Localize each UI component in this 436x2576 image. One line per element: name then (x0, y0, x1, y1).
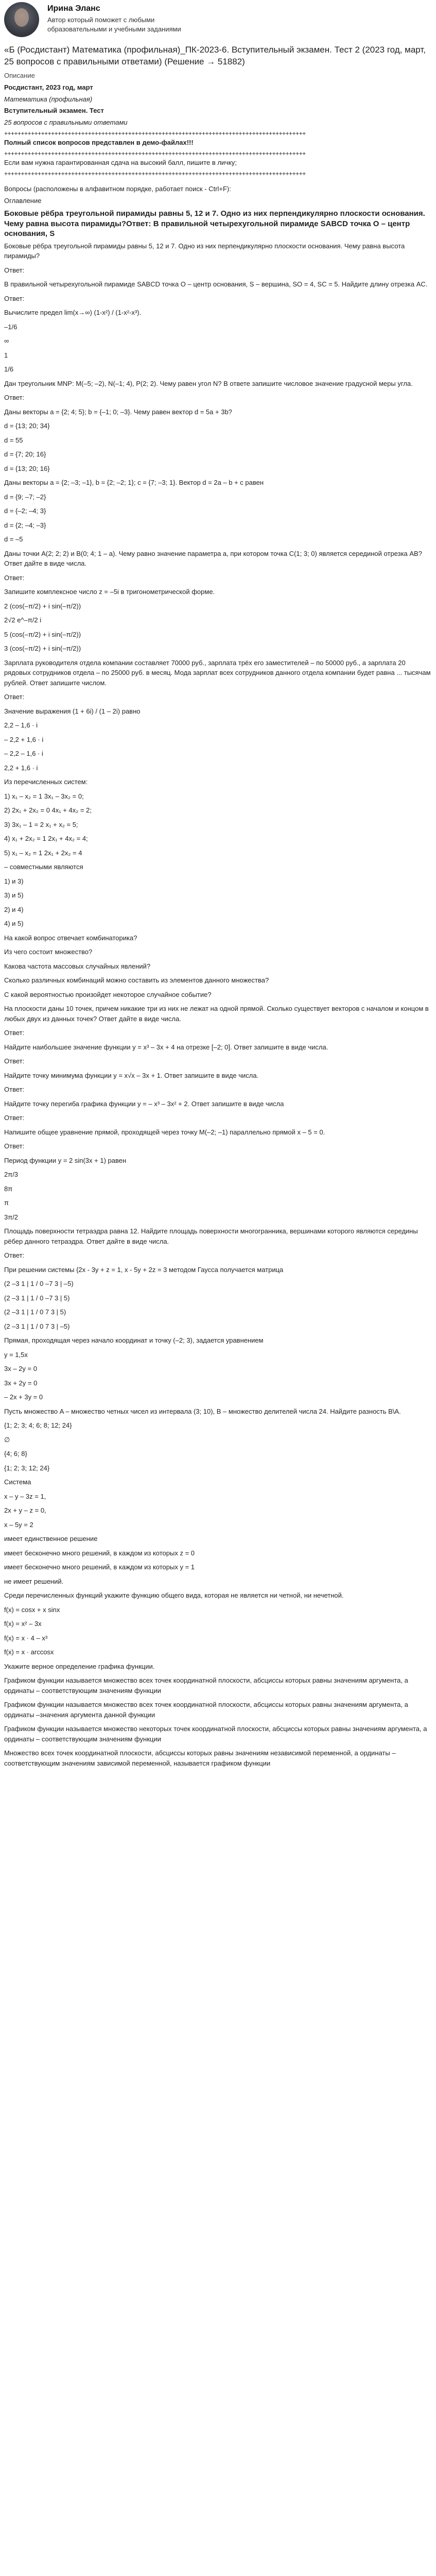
list-item: Значение выражения (1 + 6i) / (1 – 2i) равно (4, 707, 141, 715)
document-title: «Б (Росдистант) Математика (профильная)_ПК-2023-6. Вступительный экзамен. Тест 2 (2023 год, март, 25 вопросов с правильными ответами) (Решение → 51882) (4, 45, 426, 66)
description-label: Описание (4, 71, 35, 79)
list-item: ∞ (4, 337, 9, 345)
list-item: – 2,2 – 1,6 · i (4, 750, 43, 758)
list-item: имеет бесконечно много решений, в каждом из которых z = 0 (4, 1549, 195, 1557)
toc-heading[interactable]: Боковые рёбра треугольной пирамиды равны 5, 12 и 7. Одно из них перпендикулярно плоскости основания. Чему равна высота пирамиды?Ответ: В правильной четырехугольной пирамиде SABCD точка O – центр основания, S (4, 209, 425, 239)
list-item: Ответ: (4, 394, 25, 402)
list-item: Даны точки A(2; 2; 2) и B(0; 4; 1 – a). Чему равно значение параметра a, при котором точка C(1; 3; 0) является серединой отрезка AB? Ответ дайте в виде числа. (4, 549, 422, 568)
list-item: 4) x₁ + 2x₂ = 1 2x₁ + 4x₂ = 4; (4, 835, 88, 843)
list-item: Ответ: (4, 1086, 25, 1094)
subtitle-exam: Вступительный экзамен. Тест (4, 107, 104, 115)
list-item: 2 (cos(–π/2) + i sin(–π/2)) (4, 602, 81, 610)
list-item: 3 (cos(–π/2) + i sin(–π/2)) (4, 645, 81, 653)
list-item: Запишите комплексное число z = –5i в тригонометрической форме. (4, 588, 215, 596)
list-item: Ответ: (4, 266, 25, 274)
list-item: Даны векторы a = {2; 4; 5}; b = {–1; 0; –3}. Чему равен вектор d = 5a + 3b? (4, 408, 232, 416)
subtitle-subject: Математика (профильная) (4, 95, 93, 103)
question-list (4, 241, 432, 1769)
list-item: d = {13; 20; 34} (4, 422, 50, 430)
list-item: С какой вероятностью произойдет некоторое случайное событие? (4, 990, 212, 998)
list-item: имеет единственное решение (4, 1535, 98, 1543)
list-item: –1/6 (4, 323, 18, 331)
author-info (47, 2, 181, 33)
list-item: Множество всех точек координатной плоскости, абсциссы которых равны значениям независимой переменной, а ординаты – соответствующим значениям зависимой переменной, называется графиком функции (4, 1749, 396, 1767)
list-item: При решении системы {2x - 3y + z = 1, x - 5y + 2z = 3 методом Гаусса получается матрица (4, 1265, 284, 1274)
list-item: Даны векторы a = {2; –3; –1}, b = {2; –2; 1}; c = {7; –3; 1}. Вектор d = 2a – b + c равен (4, 479, 264, 487)
list-item: Графиком функции называется множество всех точек координатной плоскости, абсциссы которых равны значениям аргумента, а ординаты – соответствующим значениям функции (4, 1676, 408, 1694)
list-item: Ответ: (4, 1142, 25, 1150)
list-item: Система (4, 1478, 31, 1486)
list-item: Ответ: (4, 573, 25, 582)
list-item: Графиком функции называется множество всех точек координатной плоскости, абсциссы которых равны значениям аргумента, а ординаты –значения аргумента данной функции (4, 1701, 408, 1719)
list-item: Ответ: (4, 294, 25, 302)
list-item: Период функции y = 2 sin(3x + 1) равен (4, 1156, 127, 1164)
list-item: d = {13; 20; 16} (4, 464, 50, 472)
list-item: (2 –3 1 | 1 / 0 7 3 | –5) (4, 1322, 70, 1330)
list-item: 5) x₁ – x₂ = 1 2x₁ + 2x₂ = 4 (4, 849, 82, 857)
list-item: {4; 6; 8} (4, 1450, 27, 1458)
list-item: 2) и 4) (4, 905, 24, 913)
subtitle-provider: Росдистант, 2023 год, март (4, 83, 93, 91)
list-item: f(x) = x · arccosx (4, 1648, 54, 1656)
list-item: 3) и 5) (4, 891, 24, 900)
list-item: 2) 2x₁ + 2x₂ = 0 4x₁ + 4x₂ = 2; (4, 806, 92, 815)
list-item: 3) 3x₁ – 1 = 2 x₁ + x₂ = 5; (4, 820, 78, 828)
list-item: Площадь поверхности тетраэдра равна 12. Найдите площадь поверхности многогранника, вершинами которого являются середины рёбер данного тетраэдра. Ответ дайте в виде числа. (4, 1227, 418, 1245)
author-header (4, 0, 432, 42)
list-item: d = {9; –7; –2} (4, 493, 46, 501)
separator: ++++++++++++++++++++++++++++++++++++++++++++++++++++++++++++++++++++++++++++++++++++++++++ (4, 170, 306, 177)
list-item: 2√2 e^–π/2 i (4, 616, 42, 624)
list-item: имеет бесконечно много решений, в каждом из которых y = 1 (4, 1563, 195, 1571)
list-item: Вычислите предел lim(x→∞) (1-x²) / (1-x²-x³). (4, 309, 142, 317)
list-item: (2 –3 1 | 1 / 0 –7 3 | –5) (4, 1280, 74, 1288)
subtitle-count: 25 вопросов с правильными ответами (4, 118, 128, 127)
list-item: На плоскости даны 10 точек, причем никакие три из них не лежат на одной прямой. Сколько существует векторов с началом и концом в любых двух из данных точек? Ответ дайте в виде числа. (4, 1005, 429, 1023)
list-item: 4) и 5) (4, 920, 24, 928)
list-item: Укажите верное определение графика функции. (4, 1662, 155, 1670)
list-item: Графиком функции называется множество некоторых точек координатной плоскости, абсциссы которых равны значениям аргумента, а ординаты – соответствующим значениям функции (4, 1725, 427, 1743)
list-item: d = {7; 20; 16} (4, 450, 46, 459)
list-item: На какой вопрос отвечает комбинаторика? (4, 934, 137, 942)
list-item: 3x + 2y = 0 (4, 1379, 38, 1387)
author-avatar[interactable] (4, 2, 39, 37)
questions-intro: Вопросы (расположены в алфавитном порядке, работает поиск - Ctrl+F): (4, 184, 231, 193)
list-item: d = –5 (4, 535, 23, 544)
list-item: 3π/2 (4, 1213, 19, 1221)
list-item: f(x) = x · 4 – x³ (4, 1634, 48, 1642)
list-item: (2 –3 1 | 1 / 0 –7 3 | 5) (4, 1294, 70, 1302)
list-item: Ответ: (4, 693, 25, 701)
list-item: Из чего состоит множество? (4, 948, 93, 956)
author-name[interactable]: Ирина Эланс (47, 4, 100, 13)
list-item: Боковые рёбра треугольной пирамиды равны 5, 12 и 7. Одно из них перпендикулярно плоскости основания. Чему равна высота пирамиды? (4, 242, 405, 260)
list-item: ∅ (4, 1435, 10, 1444)
list-item: {1; 2; 3; 4; 6; 8; 12; 24} (4, 1421, 72, 1430)
list-item: f(x) = cosx + x sinx (4, 1605, 60, 1614)
list-item: 2,2 – 1,6 · i (4, 721, 38, 730)
list-item: 1) и 3) (4, 877, 24, 885)
list-item: Пусть множество A – множество четных чисел из интервала (3; 10), B – множество делителей числа 24. Найдите разность B\A. (4, 1407, 401, 1415)
list-item: не имеет решений. (4, 1577, 64, 1585)
list-item: Прямая, проходящая через начало координат и точку (–2; 3), задается уравнением (4, 1336, 264, 1345)
list-item: 3x – 2y = 0 (4, 1365, 37, 1373)
list-item: f(x) = x² – 3x (4, 1620, 42, 1628)
list-item: – совместными являются (4, 863, 83, 871)
list-item: d = {2; –4; –3} (4, 521, 46, 529)
list-item: 2π/3 (4, 1171, 19, 1179)
list-item: 2x + y – z = 0, (4, 1506, 46, 1515)
list-item: Из перечисленных систем: (4, 778, 88, 786)
list-item: 5 (cos(–π/2) + i sin(–π/2)) (4, 630, 81, 638)
toc-label: Оглавление (4, 196, 42, 205)
list-item: Ответ: (4, 1057, 25, 1065)
list-item: – 2x + 3y = 0 (4, 1393, 43, 1401)
list-item: x – y – 3z = 1, (4, 1492, 46, 1500)
list-item: Среди перечисленных функций укажите функцию общего вида, которая не является ни четной, ни нечетной. (4, 1591, 344, 1600)
list-item: Найдите наибольшее значение функции y = x³ – 3x + 4 на отрезке [–2; 0]. Ответ запишите в виде числа. (4, 1043, 328, 1051)
list-item: Какова частота массовых случайных явлений? (4, 962, 151, 970)
list-item: 1 (4, 351, 8, 359)
list-item: x – 5y = 2 (4, 1520, 33, 1529)
list-item: Напишите общее уравнение прямой, проходящей через точку M(–2; –1) параллельно прямой x – 5 = 0. (4, 1128, 325, 1136)
separator: ++++++++++++++++++++++++++++++++++++++++++++++++++++++++++++++++++++++++++++++++++++++++++ (4, 149, 306, 157)
guarantee-note: Если вам нужна гарантированная сдача на высокий балл, пишите в личку; (4, 158, 237, 166)
list-item: Ответ: (4, 1114, 25, 1122)
list-item: 1/6 (4, 365, 14, 374)
author-description: Автор который поможет с любыми образовательными и учебными заданиями (47, 16, 181, 33)
list-item: – 2,2 + 1,6 · i (4, 735, 44, 743)
separator: ++++++++++++++++++++++++++++++++++++++++++++++++++++++++++++++++++++++++++++++++++++++++++ (4, 130, 306, 138)
list-item: d = {–2; –4; 3} (4, 507, 46, 515)
list-item: 1) x₁ – x₂ = 1 3x₁ – 3x₂ = 0; (4, 792, 84, 800)
list-item: Найдите точку минимума функции y = x√x – 3x + 1. Ответ запишите в виде числа. (4, 1071, 259, 1079)
list-item: {1; 2; 3; 12; 24} (4, 1464, 50, 1472)
list-item: Сколько различных комбинаций можно составить из элементов данного множества? (4, 976, 269, 985)
list-item: Дан треугольник MNP: M(–5; –2), N(–1; 4), P(2; 2). Чему равен угол N? В ответе запишите числовое значение градусной меры угла. (4, 379, 413, 387)
list-item: Найдите точку перегиба графика функции y = – x³ – 3x² + 2. Ответ запишите в виде числа (4, 1099, 284, 1108)
list-item: Ответ: (4, 1251, 25, 1260)
list-item: d = 55 (4, 436, 23, 444)
list-item: (2 –3 1 | 1 / 0 7 3 | 5) (4, 1308, 66, 1316)
demo-note: Полный список вопросов представлен в демо-файлах!!! (4, 139, 194, 147)
list-item: y = 1,5x (4, 1350, 28, 1359)
list-item: 2,2 + 1,6 · i (4, 764, 38, 772)
list-item: 8π (4, 1184, 13, 1193)
list-item: Ответ: (4, 1029, 25, 1037)
list-item: π (4, 1199, 9, 1207)
list-item: Зарплата руководителя отдела компании составляет 70000 руб., зарплата трёх его заместителей – по 50000 руб., а зарплата 20 рядовых сотрудников отдела – по 25000 руб. в месяц. Мода зарплат всех сотрудников данного отдела компании будет равна ... тысячам рублей. Ответ запишите числом. (4, 658, 431, 687)
list-item: В правильной четырехугольной пирамиде SABCD точка O – центр основания, S – вершина, SO = 4, SC = 5. Найдите длину отрезка AC. (4, 280, 428, 289)
